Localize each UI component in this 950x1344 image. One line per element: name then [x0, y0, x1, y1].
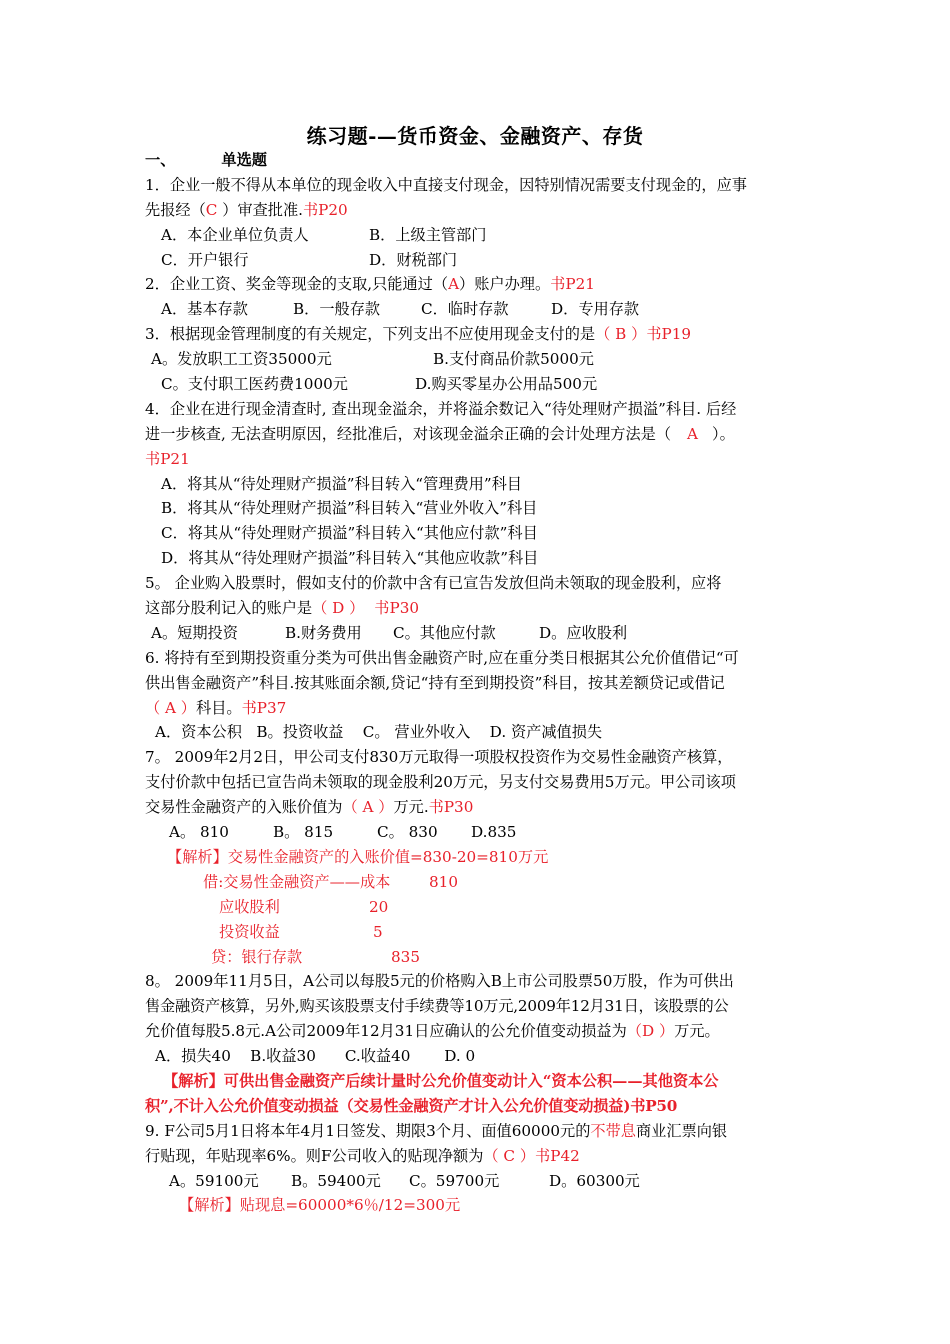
book-ref: 书P21: [145, 449, 190, 468]
question-2: 2．企业工资、奖金等现金的支取,只能通过（A）账户办理。书P21: [145, 275, 595, 294]
option-row: C。支付职工医药费1000元 D.购买零星办公用品500元: [161, 375, 598, 394]
document-title: 练习题-—货币资金、金融资产、存货: [306, 124, 644, 148]
highlight: 不带息: [590, 1121, 636, 1140]
question-8-line2: 售金融资产核算，另外,购买该股票支付手续费等10万元,2009年12月31日，该股票的公: [145, 997, 729, 1016]
answer: A: [687, 424, 698, 443]
book-ref: 书P20: [302, 200, 348, 219]
journal-entry: 贷：银行存款 835: [211, 947, 420, 966]
option-row: A。 810 B。 815 C。 830 D.835: [169, 823, 517, 842]
question-4: 4．企业在进行现金清查时, 查出现金溢余，并将溢余数记入“待处理财产损溢”科目. 后经: [145, 399, 737, 418]
option-b: B．将其从“待处理财产损溢”科目转入“营业外收入”科目: [161, 499, 538, 518]
book-ref: 书P30: [374, 599, 420, 618]
option-row: C．开户银行 D．财税部门: [161, 250, 458, 269]
question-1-line2: 先报经（C ）审查批准.书P20: [145, 200, 348, 219]
question-4-line2: 进一步核查, 无法查明原因，经批准后，对该现金溢余正确的会计处理方法是（ A ）。: [145, 424, 735, 443]
analysis: 【解析】可供出售金融资产后续计量时公允价值变动计入“资本公积——其他资本公: [163, 1071, 719, 1090]
option-d: D．将其从“待处理财产损溢”科目转入“其他应收款”科目: [161, 549, 539, 568]
book-ref: 书P30: [428, 798, 474, 817]
journal-entry: 应收股利 20: [219, 897, 389, 916]
question-5-line2: 这部分股利记入的账户是（ D ） 书P30: [145, 599, 420, 618]
option-row: A．资本公积 B。投资收益 C。 营业外收入 D. 资产减值损失: [155, 723, 603, 742]
option-row: A．损失40 B.收益30 C.收益40 D. 0: [155, 1047, 476, 1066]
question-5: 5。 企业购入股票时，假如支付的价款中含有已宣告发放但尚未领取的现金股利，应将: [145, 574, 722, 593]
journal-entry: 投资收益 5: [219, 922, 383, 941]
analysis-cont: 积”,不计入公允价值变动损益（交易性金融资产才计入公允价值变动损益)书P50: [145, 1096, 678, 1115]
book-ref: 书P37: [241, 698, 287, 717]
question-7-line2: 支付价款中包括已宣告尚未领取的现金股利20万元，另支付交易费用5万元。甲公司该项: [145, 773, 736, 792]
book-ref: 书P42: [535, 1146, 580, 1165]
option-row: A．基本存款 B．一般存款 C．临时存款 D．专用存款: [161, 300, 640, 319]
section-heading: 一、 单选题: [145, 151, 267, 169]
journal-entry: 借:交易性金融资产——成本 810: [203, 872, 458, 891]
answer: （ A ）: [342, 798, 394, 817]
question-6-line3: （ A ）科目。书P37: [145, 698, 287, 717]
answer: （ B ）: [595, 325, 647, 344]
option-c: C．将其从“待处理财产损溢”科目转入“其他应付款”科目: [161, 524, 538, 543]
question-8: 8。 2009年11月5日，A公司以每股5元的价格购入B上市公司股票50万股，作为可供出: [145, 972, 734, 991]
question-3: 3．根据现金管理制度的有关规定，下列支出不应使用现金支付的是（ B ）书P19: [145, 325, 692, 344]
question-7-line3: 交易性金融资产的入账价值为（ A ）万元.书P30: [145, 798, 474, 817]
question-9-line2: 行贴现，年贴现率6%。则F公司收入的贴现净额为（ C ）书P42: [145, 1146, 580, 1165]
analysis: 【解析】贴现息=60000*6％/12=300元: [179, 1196, 461, 1215]
question-1: 1．企业一般不得从本单位的现金收入中直接支付现金，因特别情况需要支付现金的，应事: [145, 175, 747, 194]
answer: （ D ）: [312, 599, 365, 618]
document-body: [145, 148, 810, 1218]
book-ref: 书P21: [550, 275, 595, 294]
answer: A: [448, 275, 460, 294]
answer: C: [205, 200, 218, 219]
question-9: 9. F公司5月1日将本年4月1日签发、期限3个月、面值60000元的不带息商业汇票向银: [145, 1121, 728, 1140]
option-row: A。发放职工工资35000元 B.支付商品价款5000元: [151, 350, 594, 369]
option-row: A。59100元 B。59400元 C。59700元 D。60300元: [169, 1171, 640, 1190]
question-6-line2: 供出售金融资产”科目.按其账面余额,贷记“持有至到期投资”科目，按其差额贷记或借记: [145, 673, 725, 692]
question-8-line3: 允价值每股5.8元.A公司2009年12月31日应确认的公允价值变动损益为（D ）万元。: [145, 1022, 720, 1041]
answer: （ C ）: [483, 1146, 536, 1165]
option-row: A．本企业单位负责人 B．上级主管部门: [161, 225, 487, 244]
question-6: 6. 将持有至到期投资重分类为可供出售金融资产时,应在重分类日根据其公允价值借记“可: [145, 648, 739, 667]
answer: （D ）: [626, 1022, 675, 1041]
analysis: 【解析】交易性金融资产的入账价值=830-20=810万元: [167, 847, 549, 866]
answer: （ A ）: [145, 698, 196, 717]
question-7: 7。 2009年2月2日，甲公司支付830万元取得一项股权投资作为交易性金融资产核算，: [145, 748, 733, 767]
option-row: A。短期投资 B.财务费用 C。其他应付款 D。应收股利: [151, 623, 628, 642]
option-a: A．将其从“待处理财产损溢”科目转入“管理费用”科目: [161, 474, 522, 493]
book-ref: 书P19: [646, 325, 692, 344]
